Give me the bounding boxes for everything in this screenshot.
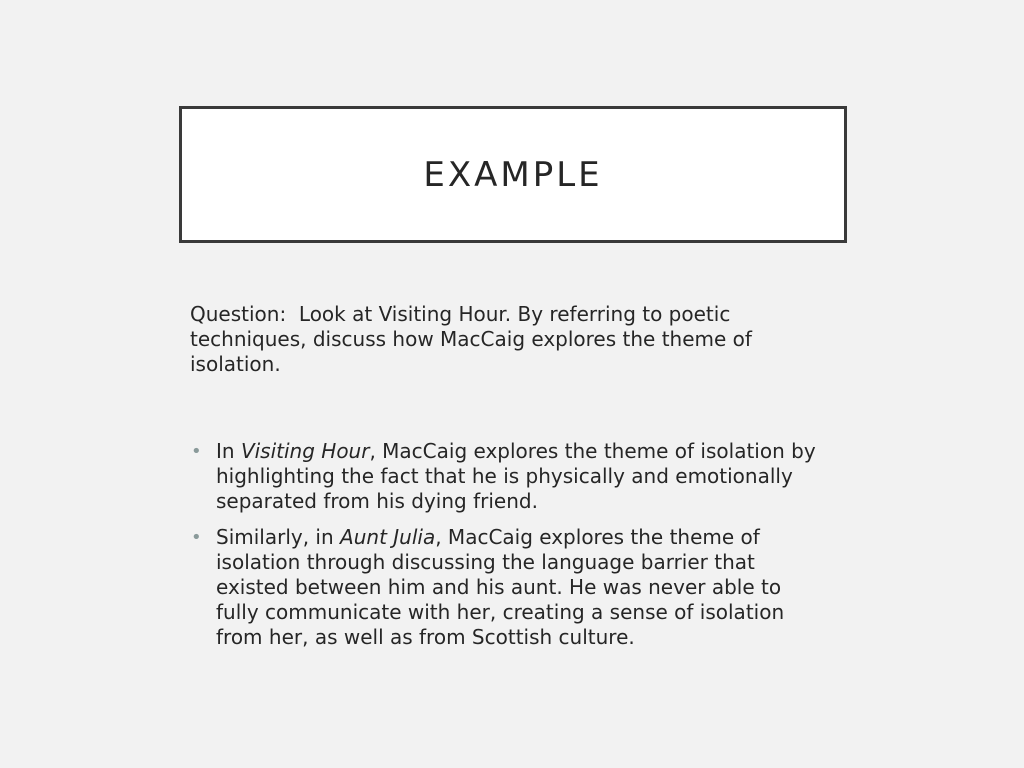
bullet-suffix: , MacCaig explores the theme of isolation by highlighting the fact that he is physically and emotionally separated from his dying friend.	[216, 439, 816, 513]
poem-title: Aunt Julia	[340, 525, 436, 549]
slide-title: EXAMPLE	[423, 154, 603, 195]
slide-body	[190, 302, 830, 661]
bullet-suffix: , MacCaig explores the theme of isolation through discussing the language barrier that existed between him and his aunt. He was never able to fully communicate with her, creating a sense of isolation from her, as well as from Scottish culture.	[216, 525, 785, 649]
question-text: Question: Look at Visiting Hour. By referring to poetic techniques, discuss how MacCaig explores the theme of isolation.	[190, 302, 759, 376]
bullet-prefix: Similarly, in	[216, 525, 341, 549]
bullet-icon: •	[191, 441, 202, 462]
poem-title: Visiting Hour	[240, 439, 370, 463]
title-box	[179, 106, 847, 243]
bullet-item-visiting-hour	[190, 439, 830, 514]
bullet-prefix: In	[216, 439, 241, 463]
bullet-item-aunt-julia	[190, 525, 830, 650]
bullet-list	[190, 439, 830, 650]
bullet-icon: •	[191, 527, 202, 548]
